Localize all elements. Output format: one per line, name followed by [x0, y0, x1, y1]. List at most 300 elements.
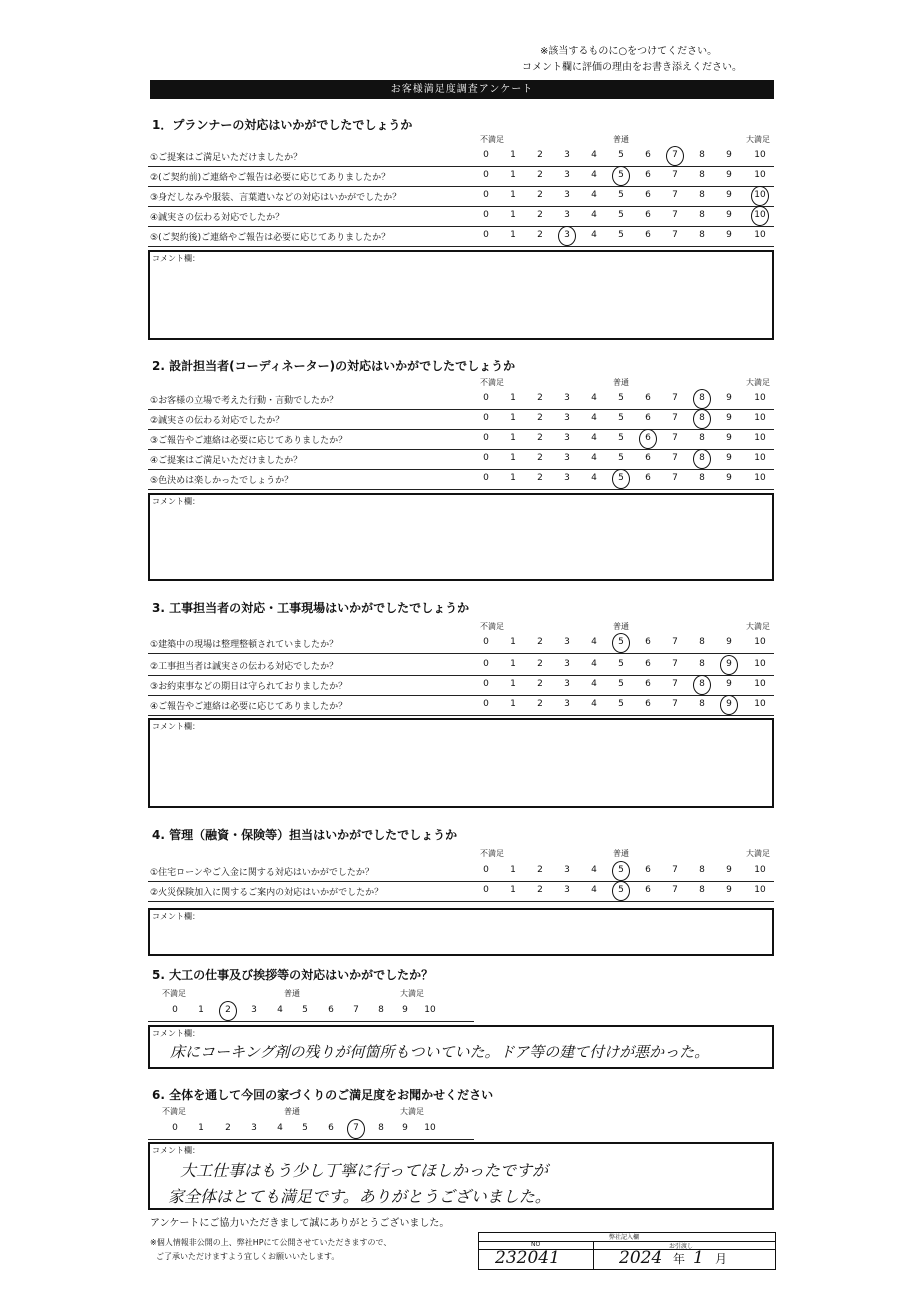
rating-option[interactable]: 5 [618, 433, 624, 443]
rating-option[interactable]: 8 [699, 885, 705, 895]
rating-scale-row [148, 1120, 474, 1140]
rating-option[interactable]: 1 [198, 1005, 204, 1015]
question-row [148, 227, 774, 247]
question-text: ⑤色決めは楽しかったでしょうか？ [150, 476, 294, 486]
rating-option[interactable]: 5 [618, 637, 624, 647]
rating-option[interactable]: 0 [483, 453, 489, 463]
question-row [148, 450, 774, 470]
rating-option[interactable]: 1 [510, 230, 516, 240]
scale-mid-label: 普通 [613, 378, 629, 387]
survey-title: お客様満足度調査アンケート [150, 80, 774, 99]
rating-option[interactable]: 6 [645, 393, 651, 403]
rating-option[interactable]: 4 [591, 433, 597, 443]
rating-option[interactable]: 6 [645, 699, 651, 709]
rating-option[interactable]: 9 [726, 190, 732, 200]
rating-option[interactable]: 10 [754, 170, 766, 180]
rating-option[interactable]: 9 [726, 885, 732, 895]
rating-option[interactable]: 3 [564, 453, 570, 463]
question-row [148, 187, 774, 207]
question-text: ③ご報告やご連絡は必要に応じてありましたか？ [150, 436, 348, 446]
rating-option[interactable]: 9 [726, 699, 732, 709]
rating-option[interactable]: 6 [328, 1123, 334, 1133]
section-title: 6. 全体を通して今回の家づくりのご満足度をお聞かせください [152, 1088, 494, 1102]
rating-option[interactable]: 2 [225, 1123, 231, 1133]
rating-option[interactable]: 0 [172, 1123, 178, 1133]
selected-rating-circle [558, 226, 576, 246]
no-label: NO [531, 1241, 541, 1248]
rating-option[interactable]: 0 [483, 150, 489, 160]
selected-rating-circle [612, 469, 630, 489]
rating-option[interactable]: 7 [672, 637, 678, 647]
rating-option[interactable]: 4 [591, 865, 597, 875]
scale-high-label: 大満足 [746, 622, 770, 631]
scale-mid-label: 普通 [613, 135, 629, 144]
rating-option[interactable]: 0 [483, 393, 489, 403]
rating-option[interactable]: 7 [672, 433, 678, 443]
rating-option[interactable]: 2 [537, 453, 543, 463]
rating-option[interactable]: 4 [277, 1005, 283, 1015]
rating-option[interactable]: 10 [754, 210, 766, 220]
rating-option[interactable]: 9 [726, 413, 732, 423]
question-text: ②工事担当者は誠実さの伝わる対応でしたか？ [150, 662, 339, 672]
question-text: ③身だしなみや服装、言葉遣いなどの対応はいかがでしたか？ [150, 193, 402, 203]
comment-label: コメント欄： [152, 722, 200, 731]
scale-low-label: 不満足 [480, 849, 504, 858]
comment-label: コメント欄： [152, 1146, 200, 1155]
rating-option[interactable]: 8 [699, 393, 705, 403]
rating-option[interactable]: 7 [672, 659, 678, 669]
rating-option[interactable]: 2 [537, 659, 543, 669]
selected-rating-circle [612, 881, 630, 901]
rating-option[interactable]: 0 [483, 679, 489, 689]
rating-option[interactable]: 9 [726, 679, 732, 689]
section-title: 1．プランナーの対応はいかがでしたでしょうか [152, 118, 413, 132]
question-text: ⑤(ご契約後)ご連絡やご報告は必要に応じてありましたか？ [150, 233, 391, 243]
rating-option[interactable]: 3 [564, 433, 570, 443]
rating-option[interactable]: 0 [483, 637, 489, 647]
rating-option[interactable]: 4 [591, 885, 597, 895]
delivery-date-label: お引渡し [669, 1243, 694, 1250]
rating-option[interactable]: 5 [618, 210, 624, 220]
rating-option[interactable]: 10 [754, 230, 766, 240]
rating-option[interactable]: 6 [645, 190, 651, 200]
rating-option[interactable]: 8 [699, 659, 705, 669]
handwritten-comment-line1: 大工仕事はもう少し丁寧に行ってほしかったですが [180, 1161, 549, 1180]
rating-option[interactable]: 9 [726, 865, 732, 875]
rating-option[interactable]: 3 [564, 659, 570, 669]
rating-option[interactable]: 3 [564, 170, 570, 180]
question-text: ②誠実さの伝わる対応でしたか？ [150, 416, 285, 426]
selected-rating-circle [720, 695, 738, 715]
scale-high-label: 大満足 [746, 378, 770, 387]
rating-option[interactable]: 3 [564, 699, 570, 709]
comment-box[interactable] [148, 250, 774, 340]
rating-option[interactable]: 0 [483, 210, 489, 220]
rating-option[interactable]: 8 [378, 1123, 384, 1133]
section-title: 5. 大工の仕事及び挨拶等の対応はいかがでしたか？ [152, 968, 434, 982]
rating-option[interactable]: 2 [537, 433, 543, 443]
rating-option[interactable]: 1 [510, 637, 516, 647]
rating-option[interactable]: 7 [353, 1005, 359, 1015]
rating-option[interactable]: 5 [618, 393, 624, 403]
rating-option[interactable]: 1 [510, 413, 516, 423]
question-row [148, 676, 774, 696]
rating-option[interactable]: 1 [510, 453, 516, 463]
rating-option[interactable]: 10 [754, 865, 766, 875]
rating-option[interactable]: 2 [537, 473, 543, 483]
rating-option[interactable]: 4 [591, 190, 597, 200]
rating-option[interactable]: 7 [672, 190, 678, 200]
selected-rating-circle [639, 429, 657, 449]
question-row [148, 207, 774, 227]
delivery-year: 2024 [619, 1248, 663, 1268]
scale-low-label: 不満足 [162, 989, 186, 998]
section-title: 2. 設計担当者(コーディネーター)の対応はいかがでしたでしょうか [152, 359, 516, 373]
instruction-note: ※該当するものに○をつけてください。 [540, 46, 718, 57]
rating-option[interactable]: 7 [672, 679, 678, 689]
question-row [148, 147, 774, 167]
comment-instruction-note: コメント欄に評価の理由をお書き添えください。 [522, 62, 742, 73]
rating-option[interactable]: 10 [754, 453, 766, 463]
selected-rating-circle [693, 389, 711, 409]
rating-option[interactable]: 0 [483, 170, 489, 180]
rating-option[interactable]: 1 [510, 210, 516, 220]
rating-option[interactable]: 8 [699, 865, 705, 875]
question-row [148, 656, 774, 676]
rating-option[interactable]: 10 [754, 393, 766, 403]
rating-option[interactable]: 0 [483, 433, 489, 443]
rating-option[interactable]: 10 [754, 150, 766, 160]
rating-option[interactable]: 3 [564, 413, 570, 423]
rating-option[interactable]: 6 [645, 230, 651, 240]
comment-box[interactable] [148, 1025, 774, 1069]
question-row [148, 470, 774, 490]
rating-option[interactable]: 7 [672, 865, 678, 875]
rating-option[interactable]: 1 [510, 170, 516, 180]
rating-option[interactable]: 2 [537, 150, 543, 160]
comment-box[interactable] [148, 1142, 774, 1210]
question-row [148, 882, 774, 902]
selected-rating-circle [693, 409, 711, 429]
section-title: 3. 工事担当者の対応・工事現場はいかがでしたでしょうか [152, 601, 470, 615]
office-header: 弊社記入欄 [609, 1234, 640, 1241]
rating-option[interactable]: 6 [645, 453, 651, 463]
rating-option[interactable]: 4 [591, 699, 597, 709]
question-row [148, 696, 774, 716]
question-text: ①ご提案はご満足いただけましたか？ [150, 153, 303, 163]
rating-option[interactable]: 2 [537, 885, 543, 895]
rating-option[interactable]: 4 [591, 453, 597, 463]
rating-option[interactable]: 8 [699, 699, 705, 709]
rating-option[interactable]: 3 [564, 190, 570, 200]
scale-mid-label: 普通 [613, 622, 629, 631]
rating-option[interactable]: 5 [618, 190, 624, 200]
rating-option[interactable]: 6 [645, 637, 651, 647]
rating-option[interactable]: 8 [699, 433, 705, 443]
selected-rating-circle [219, 1001, 237, 1021]
selected-rating-circle [751, 186, 769, 206]
question-text: ②(ご契約前)ご連絡やご報告は必要に応じてありましたか？ [150, 173, 391, 183]
rating-option[interactable]: 5 [618, 885, 624, 895]
rating-option[interactable]: 6 [645, 885, 651, 895]
rating-option[interactable]: 5 [618, 150, 624, 160]
scale-low-label: 不満足 [480, 135, 504, 144]
rating-option[interactable]: 10 [754, 190, 766, 200]
rating-option[interactable]: 9 [726, 170, 732, 180]
rating-option[interactable]: 2 [537, 190, 543, 200]
question-text: ①建築中の現場は整理整頓されていましたか？ [150, 640, 339, 650]
survey-number: 232041 [495, 1248, 560, 1268]
rating-option[interactable]: 1 [510, 865, 516, 875]
rating-option[interactable]: 1 [510, 393, 516, 403]
question-text: ②火災保険加入に関するご案内の対応はいかがでしたか？ [150, 888, 384, 898]
rating-option[interactable]: 4 [591, 659, 597, 669]
rating-option[interactable]: 6 [645, 473, 651, 483]
question-text: ④誠実さの伝わる対応でしたか？ [150, 213, 285, 223]
rating-option[interactable]: 3 [564, 210, 570, 220]
question-row [148, 634, 774, 654]
selected-rating-circle [720, 655, 738, 675]
rating-option[interactable]: 7 [672, 699, 678, 709]
rating-option[interactable]: 8 [699, 413, 705, 423]
handwritten-comment-line2: 家全体はとても満足です。ありがとうございました。 [168, 1187, 551, 1206]
rating-option[interactable]: 0 [172, 1005, 178, 1015]
question-row [148, 390, 774, 410]
comment-box[interactable] [148, 493, 774, 581]
rating-option[interactable]: 6 [328, 1005, 334, 1015]
rating-option[interactable]: 6 [645, 170, 651, 180]
rating-option[interactable]: 3 [564, 473, 570, 483]
question-text: ①住宅ローンやご入金に関する対応はいかがでしたか？ [150, 868, 374, 878]
rating-option[interactable]: 5 [618, 413, 624, 423]
rating-option[interactable]: 10 [754, 413, 766, 423]
rating-option[interactable]: 9 [726, 230, 732, 240]
rating-option[interactable]: 3 [251, 1123, 257, 1133]
rating-option[interactable]: 0 [483, 659, 489, 669]
rating-option[interactable]: 8 [699, 190, 705, 200]
rating-option[interactable]: 2 [537, 699, 543, 709]
rating-option[interactable]: 9 [726, 210, 732, 220]
scale-low-label: 不満足 [480, 622, 504, 631]
rating-option[interactable]: 1 [510, 699, 516, 709]
rating-option[interactable]: 1 [510, 679, 516, 689]
rating-option[interactable]: 3 [251, 1005, 257, 1015]
rating-option[interactable]: 5 [302, 1123, 308, 1133]
scale-low-label: 不満足 [162, 1107, 186, 1116]
rating-option[interactable]: 8 [699, 637, 705, 647]
rating-option[interactable]: 2 [537, 637, 543, 647]
rating-option[interactable]: 3 [564, 230, 570, 240]
rating-option[interactable]: 2 [537, 393, 543, 403]
delivery-month: 1 [693, 1248, 704, 1268]
selected-rating-circle [751, 206, 769, 226]
comment-label: コメント欄： [152, 497, 200, 506]
question-row [148, 167, 774, 187]
rating-option[interactable]: 0 [483, 699, 489, 709]
rating-option[interactable]: 6 [645, 413, 651, 423]
rating-option[interactable]: 6 [645, 150, 651, 160]
rating-option[interactable]: 0 [483, 865, 489, 875]
rating-option[interactable]: 7 [672, 453, 678, 463]
rating-option[interactable]: 6 [645, 210, 651, 220]
rating-option[interactable]: 9 [726, 637, 732, 647]
scale-low-label: 不満足 [480, 378, 504, 387]
rating-option[interactable]: 7 [672, 210, 678, 220]
rating-option[interactable]: 4 [591, 637, 597, 647]
scale-high-label: 大満足 [400, 1107, 424, 1116]
rating-option[interactable]: 9 [402, 1123, 408, 1133]
rating-option[interactable]: 5 [618, 170, 624, 180]
rating-option[interactable]: 2 [537, 413, 543, 423]
rating-option[interactable]: 3 [564, 679, 570, 689]
rating-option[interactable]: 0 [483, 473, 489, 483]
comment-box[interactable] [148, 908, 774, 956]
rating-option[interactable]: 1 [510, 885, 516, 895]
month-unit: 月 [715, 1252, 728, 1266]
section-title: 4. 管理（融資・保険等）担当はいかがでしたでしょうか [152, 828, 458, 842]
office-divider [593, 1241, 594, 1269]
rating-option[interactable]: 8 [378, 1005, 384, 1015]
rating-option[interactable]: 4 [591, 210, 597, 220]
rating-option[interactable]: 10 [754, 473, 766, 483]
rating-option[interactable]: 9 [726, 433, 732, 443]
rating-option[interactable]: 8 [699, 210, 705, 220]
rating-option[interactable]: 6 [645, 659, 651, 669]
rating-option[interactable]: 4 [591, 413, 597, 423]
rating-option[interactable]: 4 [591, 230, 597, 240]
rating-option[interactable]: 7 [672, 150, 678, 160]
question-text: ①お客様の立場で考えた行動・言動でしたか？ [150, 396, 339, 406]
rating-option[interactable]: 2 [537, 865, 543, 875]
rating-option[interactable]: 0 [483, 230, 489, 240]
rating-option[interactable]: 4 [591, 393, 597, 403]
rating-option[interactable]: 8 [699, 679, 705, 689]
rating-option[interactable]: 1 [510, 473, 516, 483]
scale-mid-label: 普通 [284, 1107, 300, 1116]
rating-option[interactable]: 1 [510, 150, 516, 160]
rating-option[interactable]: 3 [564, 150, 570, 160]
rating-option[interactable]: 10 [754, 637, 766, 647]
selected-rating-circle [347, 1119, 365, 1139]
rating-option[interactable]: 4 [591, 150, 597, 160]
rating-option[interactable]: 10 [754, 699, 766, 709]
privacy-note: ※個人情報非公開の上、弊社HPにて公開させていただきますので、 [150, 1238, 392, 1247]
rating-option[interactable]: 3 [564, 865, 570, 875]
handwritten-comment: 床にコーキング剤の残りが何箇所もついていた。ドア等の建て付けが悪かった。 [170, 1043, 710, 1061]
rating-option[interactable]: 5 [618, 473, 624, 483]
rating-option[interactable]: 5 [618, 453, 624, 463]
rating-option[interactable]: 9 [726, 393, 732, 403]
rating-option[interactable]: 5 [618, 699, 624, 709]
comment-label: コメント欄： [152, 912, 200, 921]
rating-option[interactable]: 8 [699, 230, 705, 240]
scale-mid-label: 普通 [284, 989, 300, 998]
rating-option[interactable]: 10 [754, 433, 766, 443]
rating-option[interactable]: 5 [302, 1005, 308, 1015]
rating-option[interactable]: 8 [699, 170, 705, 180]
rating-option[interactable]: 2 [537, 170, 543, 180]
rating-option[interactable]: 1 [510, 659, 516, 669]
rating-option[interactable]: 5 [618, 230, 624, 240]
rating-option[interactable]: 5 [618, 865, 624, 875]
rating-option[interactable]: 1 [198, 1123, 204, 1133]
rating-option[interactable]: 6 [645, 433, 651, 443]
question-text: ③お約束事などの期日は守られておりましたか？ [150, 682, 348, 692]
rating-option[interactable]: 1 [510, 433, 516, 443]
rating-option[interactable]: 2 [537, 679, 543, 689]
rating-option[interactable]: 0 [483, 885, 489, 895]
rating-option[interactable]: 10 [754, 679, 766, 689]
rating-option[interactable]: 10 [424, 1005, 436, 1015]
question-text: ④ご報告やご連絡は必要に応じてありましたか？ [150, 702, 348, 712]
rating-option[interactable]: 7 [672, 473, 678, 483]
rating-option[interactable]: 7 [672, 230, 678, 240]
rating-option[interactable]: 9 [726, 150, 732, 160]
rating-option[interactable]: 9 [726, 453, 732, 463]
rating-option[interactable]: 1 [510, 190, 516, 200]
selected-rating-circle [666, 146, 684, 166]
comment-label: コメント欄： [152, 1029, 200, 1038]
thanks-text: アンケートにご協力いただきまして誠にありがとうございました。 [150, 1218, 450, 1229]
rating-option[interactable]: 7 [672, 170, 678, 180]
question-row [148, 862, 774, 882]
rating-option[interactable]: 10 [754, 885, 766, 895]
rating-option[interactable]: 5 [618, 659, 624, 669]
rating-option[interactable]: 0 [483, 413, 489, 423]
year-unit: 年 [673, 1252, 686, 1266]
privacy-note-2: ご了承いただけますよう宜しくお願いいたします。 [156, 1252, 340, 1261]
selected-rating-circle [693, 675, 711, 695]
comment-label: コメント欄： [152, 254, 200, 263]
selected-rating-circle [612, 633, 630, 653]
rating-option[interactable]: 7 [672, 885, 678, 895]
scale-mid-label: 普通 [613, 849, 629, 858]
rating-option[interactable]: 6 [645, 865, 651, 875]
selected-rating-circle [612, 861, 630, 881]
rating-option[interactable]: 2 [225, 1005, 231, 1015]
comment-box[interactable] [148, 718, 774, 808]
rating-option[interactable]: 3 [564, 393, 570, 403]
rating-option[interactable]: 4 [591, 473, 597, 483]
rating-option[interactable]: 7 [672, 393, 678, 403]
rating-option[interactable]: 4 [277, 1123, 283, 1133]
rating-option[interactable]: 8 [699, 473, 705, 483]
office-divider [479, 1241, 775, 1242]
rating-option[interactable]: 6 [645, 679, 651, 689]
rating-option[interactable]: 9 [726, 473, 732, 483]
rating-option[interactable]: 8 [699, 150, 705, 160]
rating-option[interactable]: 10 [754, 659, 766, 669]
selected-rating-circle [612, 166, 630, 186]
rating-scale-row [148, 1002, 474, 1022]
rating-option[interactable]: 5 [618, 679, 624, 689]
rating-option[interactable]: 3 [564, 885, 570, 895]
rating-option[interactable]: 9 [402, 1005, 408, 1015]
rating-option[interactable]: 4 [591, 679, 597, 689]
rating-option[interactable]: 8 [699, 453, 705, 463]
rating-option[interactable]: 7 [353, 1123, 359, 1133]
question-text: ④ご提案はご満足いただけましたか？ [150, 456, 303, 466]
rating-option[interactable]: 7 [672, 413, 678, 423]
rating-option[interactable]: 2 [537, 210, 543, 220]
question-row [148, 410, 774, 430]
rating-option[interactable]: 9 [726, 659, 732, 669]
rating-option[interactable]: 0 [483, 190, 489, 200]
rating-option[interactable]: 10 [424, 1123, 436, 1133]
rating-option[interactable]: 4 [591, 170, 597, 180]
rating-option[interactable]: 3 [564, 637, 570, 647]
rating-option[interactable]: 2 [537, 230, 543, 240]
